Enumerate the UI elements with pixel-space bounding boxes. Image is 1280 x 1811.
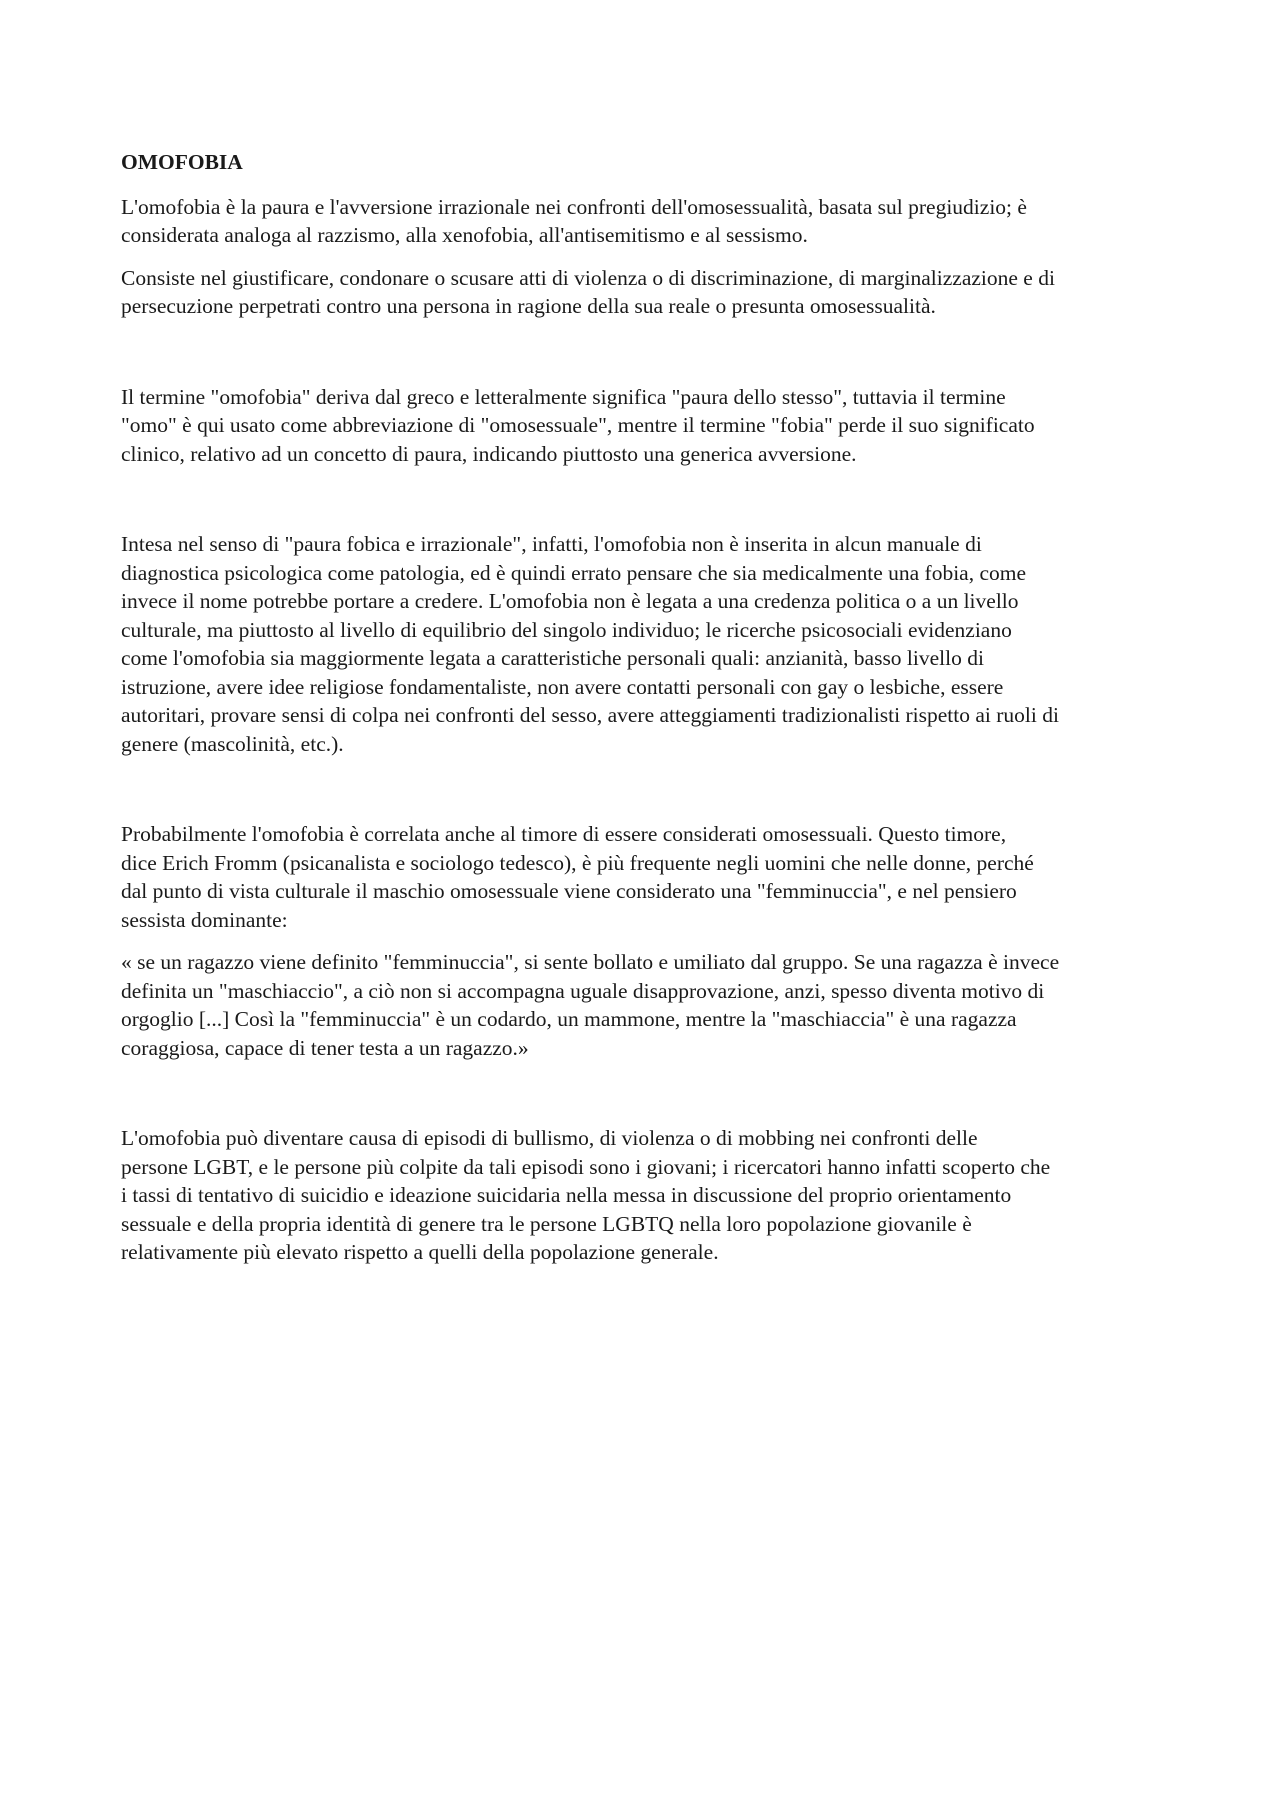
paragraph-4 — [121, 530, 1181, 758]
text-line: Probabilmente l'omofobia è correlata anche al timore di essere considerati omosessuali. Questo timore, — [121, 822, 1007, 846]
text-line: coraggiosa, capace di tener testa a un ragazzo.» — [121, 1035, 529, 1060]
text-line: "omo" è qui usato come abbreviazione di "omosessuale", mentre il termine "fobia" perde il suo significato — [121, 413, 1035, 437]
text-line: genere (mascolinità, etc.). — [121, 731, 344, 756]
text-line: clinico, relativo ad un concetto di paura, indicando piuttosto una generica avversione. — [121, 441, 857, 466]
text-line: istruzione, avere idee religiose fondamentaliste, non avere contatti personali con gay o lesbiche, essere — [121, 674, 1004, 699]
text-line: definita un "maschiaccio", a ciò non si accompagna uguale disapprovazione, anzi, spesso diventa motivo di — [121, 978, 1045, 1003]
text-line: L'omofobia può diventare causa di episodi di bullismo, di violenza o di mobbing nei confronti delle — [121, 1126, 978, 1150]
text-line: « se un ragazzo viene definito "femminuccia", si sente bollato e umiliato dal gruppo. Se una ragazza è invece — [121, 950, 1060, 974]
text-line: Il termine "omofobia" deriva dal greco e letteralmente significa "paura dello stesso", tuttavia il termine — [121, 384, 1006, 409]
document-title: OMOFOBIA — [121, 150, 243, 174]
text-line: culturale, ma piuttosto al livello di equilibrio del singolo individuo; le ricerche psicosociali evidenziano — [121, 617, 1012, 642]
text-line: relativamente più elevato rispetto a quelli della popolazione generale. — [121, 1240, 719, 1264]
paragraph-1 — [121, 193, 1181, 250]
paragraph-3 — [121, 383, 1181, 469]
text-line: Intesa nel senso di "paura fobica e irrazionale", infatti, l'omofobia non è inserita in alcun manuale di — [121, 532, 982, 556]
text-line: dice Erich Fromm (psicanalista e sociologo tedesco), è più frequente negli uomini che nelle donne, perché — [121, 850, 1034, 875]
text-line: considerata analoga al razzismo, alla xenofobia, all'antisemitismo e al sessismo. — [121, 223, 808, 247]
text-line: invece il nome potrebbe portare a credere. L'omofobia non è legata a una credenza politica o a un livello — [121, 589, 1019, 613]
paragraph-7 — [121, 1124, 1181, 1267]
text-line: L'omofobia è la paura e l'avversione irrazionale nei confronti dell'omosessualità, basata sul pregiudizio; è — [121, 194, 1027, 219]
document-page — [121, 148, 1181, 1267]
text-line: dal punto di vista culturale il maschio omosessuale viene considerato una "femminuccia", e nel pensiero — [121, 879, 1017, 903]
text-line: come l'omofobia sia maggiormente legata a caratteristiche personali quali: anzianità, basso livello di — [121, 646, 984, 670]
text-line: autoritari, provare sensi di colpa nei confronti del sesso, avere atteggiamenti tradizionalisti rispetto ai ruoli di — [121, 703, 1059, 727]
text-line: persone LGBT, e le persone più colpite da tali episodi sono i giovani; i ricercatori hanno infatti scoperto che — [121, 1154, 1051, 1179]
text-line: sessista dominante: — [121, 907, 288, 932]
paragraph-5 — [121, 820, 1181, 934]
text-line: sessuale e della propria identità di genere tra le persone LGBTQ nella loro popolazione giovanile è — [121, 1211, 972, 1236]
text-line: persecuzione perpetrati contro una persona in ragione della sua reale o presunta omosessualità. — [121, 294, 936, 318]
text-line: orgoglio [...] Così la "femminuccia" è un codardo, un mammone, mentre la "maschiaccia" è una ragazza — [121, 1007, 1017, 1031]
quote-paragraph — [121, 948, 1181, 1062]
text-line: diagnostica psicologica come patologia, ed è quindi errato pensare che sia medicalmente una fobia, come — [121, 560, 1027, 585]
text-line: Consiste nel giustificare, condonare o scusare atti di violenza o di discriminazione, di marginalizzazione e di — [121, 265, 1055, 290]
paragraph-2 — [121, 264, 1181, 321]
text-line: i tassi di tentativo di suicidio e ideazione suicidaria nella messa in discussione del proprio orientamento — [121, 1183, 1012, 1207]
